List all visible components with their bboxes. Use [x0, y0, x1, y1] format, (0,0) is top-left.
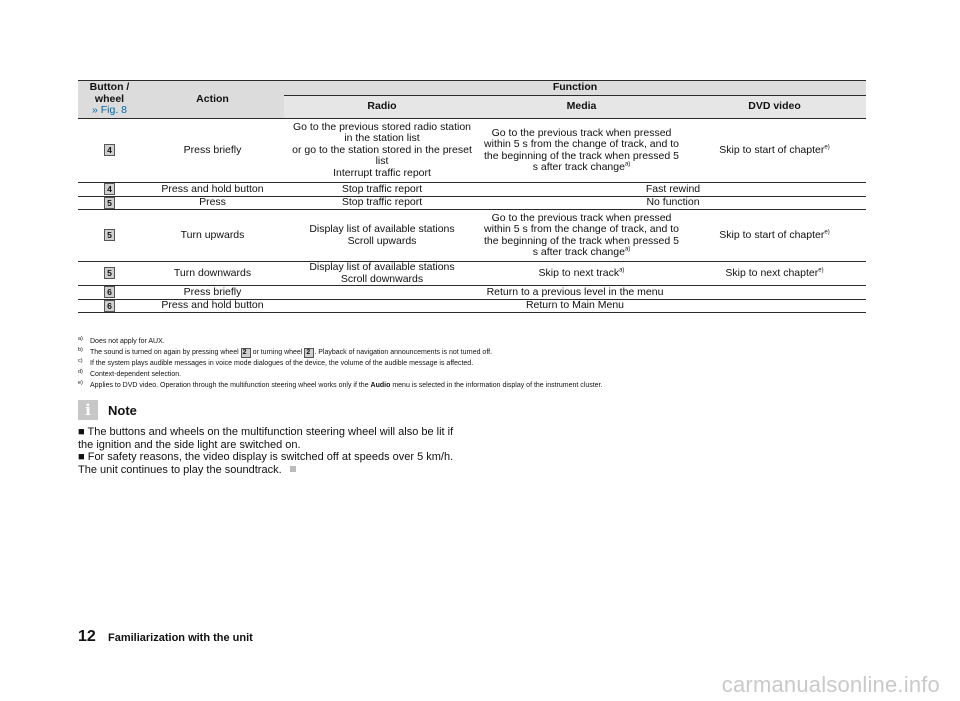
table-row — [78, 286, 866, 300]
button-number-badge: 5 — [104, 229, 115, 241]
dvd-cell: Skip to next chapter$^{e)}$ — [683, 262, 866, 286]
footnotes — [78, 336, 878, 391]
footnote-c: c) If the system plays audible messages in voice mode dialogues of the device, the volume of the audible message is affected. — [78, 358, 474, 367]
header-media: Media — [480, 96, 683, 119]
note-title: Note — [108, 402, 137, 418]
button-number-badge: 6 — [104, 300, 115, 312]
table-row — [78, 210, 866, 262]
footnote-a: a) Does not apply for AUX. — [78, 336, 165, 345]
function-table — [78, 80, 866, 313]
media-dvd-cell: No function — [480, 196, 866, 210]
function-cell: Return to a previous level in the menu — [284, 286, 866, 300]
header-radio: Radio — [284, 96, 480, 119]
fig-reference-link[interactable]: » Fig. 8 — [91, 104, 128, 117]
button-number-badge: 6 — [104, 286, 115, 298]
action-cell: Press briefly — [141, 286, 284, 300]
footnote-b: b) The sound is turned on again by pressing wheel 2 or turning wheel 2 . Playback of navigation announcements is not turned off. — [78, 347, 493, 356]
header-function: Function — [284, 81, 866, 96]
note-header — [78, 400, 137, 420]
footnote-e: e) Applies to DVD video. Operation through the multifunction steering wheel works only if the Audio menu is selected in the information display of the instrument cluster. — [78, 380, 603, 389]
page-section-title: Familiarization with the unit — [108, 632, 253, 644]
header-action: Action — [141, 81, 284, 119]
radio-cell: Display list of available stations Scroll upwards — [284, 210, 480, 262]
radio-cell: Stop traffic report — [284, 183, 480, 197]
table-row — [78, 119, 866, 183]
table-row — [78, 183, 866, 197]
action-cell: Turn upwards — [141, 210, 284, 262]
function-cell: Return to Main Menu — [284, 299, 866, 313]
dvd-cell: Skip to start of chapter$^{e)}$ — [683, 210, 866, 262]
footnote-d: d) Context-dependent selection. — [78, 369, 182, 378]
info-icon: i — [78, 400, 98, 420]
note-body — [78, 426, 468, 476]
table-row — [78, 262, 866, 286]
button-number-badge: 5 — [104, 267, 115, 279]
table-row — [78, 299, 866, 313]
radio-cell: Display list of available stations Scroll downwards — [284, 262, 480, 286]
button-number-badge: 4 — [104, 144, 115, 156]
media-cell: Go to the previous track when pressed within 5 s from the change of track, and to the beginning of the track when pressed 5 s after track change$^{a)}$ — [480, 210, 683, 262]
section-end-icon — [290, 466, 296, 472]
media-dvd-cell: Fast rewind — [480, 183, 866, 197]
watermark: carmanualsonline.info — [721, 672, 940, 697]
radio-cell: Stop traffic report — [284, 196, 480, 210]
header-button: Button / wheel » Fig. 8 — [78, 81, 141, 119]
table-row — [78, 196, 866, 210]
button-number-badge: 5 — [104, 197, 115, 209]
note-item: ■ The buttons and wheels on the multifunction steering wheel will also be lit if the ignition and the side light are switched on. — [78, 426, 454, 451]
action-cell: Press briefly — [141, 119, 284, 183]
action-cell: Press — [141, 196, 284, 210]
action-cell: Press and hold button — [141, 183, 284, 197]
action-cell: Turn downwards — [141, 262, 284, 286]
header-dvd: DVD video — [683, 96, 866, 119]
dvd-cell: Skip to start of chapter$^{e)}$ — [683, 119, 866, 183]
action-cell: Press and hold button — [141, 299, 284, 313]
page-number: 12 — [78, 628, 96, 645]
media-cell: Go to the previous track when pressed within 5 s from the change of track, and to the beginning of the track when pressed 5 s after track change$^{a)}$ — [480, 119, 683, 183]
note-item: ■ For safety reasons, the video display is switched off at speeds over 5 km/h. The unit continues to play the soundtrack. — [78, 451, 454, 476]
radio-cell: Go to the previous stored radio station in the station list or go to the station stored in the preset list Interrupt traffic report — [284, 119, 480, 183]
media-cell: Skip to next track$^{a)}$ — [480, 262, 683, 286]
button-number-badge: 4 — [104, 183, 115, 195]
